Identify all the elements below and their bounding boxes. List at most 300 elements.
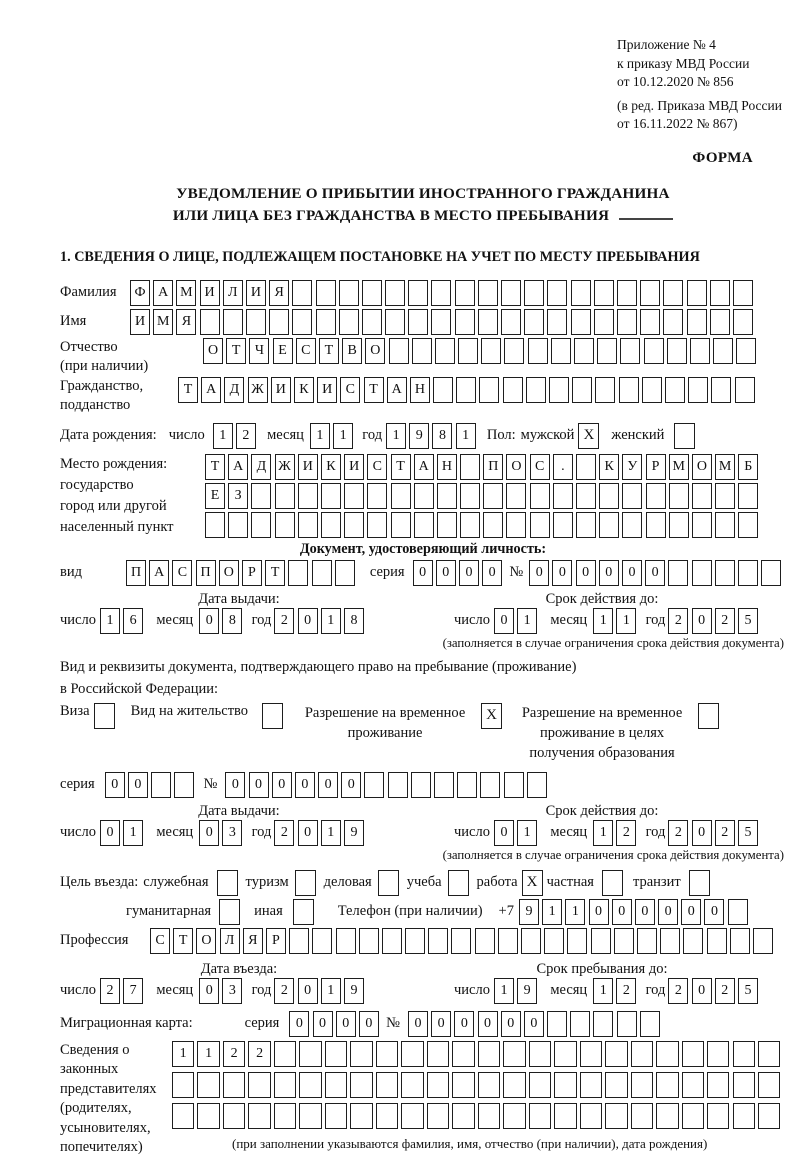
char-box[interactable] [683,928,703,954]
char-box[interactable] [733,1041,755,1067]
char-box[interactable]: Б [738,454,758,480]
char-box[interactable]: 2 [274,608,294,634]
char-box[interactable]: О [203,338,223,364]
patronymic-input[interactable] [203,338,760,364]
char-box[interactable]: 0 [599,560,619,586]
char-box[interactable] [637,928,657,954]
char-box[interactable] [376,1072,398,1098]
char-box[interactable]: Е [205,483,225,509]
char-box[interactable] [452,1103,474,1129]
char-box[interactable]: 0 [295,772,315,798]
char-box[interactable] [554,1103,576,1129]
char-box[interactable] [414,512,434,538]
char-box[interactable] [620,338,640,364]
char-box[interactable] [529,1103,551,1129]
char-box[interactable] [715,483,735,509]
char-box[interactable]: 2 [274,978,294,1004]
char-box[interactable] [298,512,318,538]
citizenship-input[interactable] [178,377,758,403]
char-box[interactable]: Р [646,454,666,480]
char-box[interactable] [401,1072,423,1098]
purpose-commercial-checkbox[interactable] [378,870,399,896]
purpose-transit-checkbox[interactable] [689,870,710,896]
char-box[interactable]: 1 [593,608,613,634]
char-box[interactable] [527,772,547,798]
char-box[interactable] [452,1041,474,1067]
char-box[interactable] [197,1103,219,1129]
char-box[interactable]: 8 [222,608,242,634]
char-box[interactable]: 0 [128,772,148,798]
char-box[interactable]: 2 [715,978,735,1004]
char-box[interactable]: 5 [738,608,758,634]
char-box[interactable]: О [365,338,385,364]
char-box[interactable] [452,1072,474,1098]
purpose-tourism-checkbox[interactable] [295,870,316,896]
char-box[interactable] [391,512,411,538]
char-box[interactable] [667,338,687,364]
char-box[interactable] [668,560,688,586]
char-box[interactable] [367,483,387,509]
char-box[interactable]: 0 [494,608,514,634]
char-box[interactable]: 0 [199,978,219,1004]
char-box[interactable]: 0 [692,978,712,1004]
char-box[interactable] [605,1103,627,1129]
char-box[interactable] [339,309,359,335]
char-box[interactable] [478,1072,500,1098]
char-box[interactable] [640,280,660,306]
char-box[interactable] [385,309,405,335]
char-box[interactable] [506,483,526,509]
char-box[interactable] [483,512,503,538]
char-box[interactable]: 5 [738,820,758,846]
char-box[interactable] [414,483,434,509]
char-box[interactable]: 0 [524,1011,544,1037]
char-box[interactable] [682,1072,704,1098]
char-box[interactable]: 0 [318,772,338,798]
char-box[interactable] [549,377,569,403]
char-box[interactable] [605,1041,627,1067]
char-box[interactable] [715,560,735,586]
char-box[interactable]: Я [176,309,196,335]
char-box[interactable]: 0 [225,772,245,798]
char-box[interactable] [408,280,428,306]
char-box[interactable]: 1 [321,978,341,1004]
profession-input[interactable] [150,928,776,954]
char-box[interactable]: Т [265,560,285,586]
char-box[interactable] [479,377,499,403]
birth-place-input-row1[interactable] [205,454,762,480]
char-box[interactable] [738,483,758,509]
char-box[interactable] [483,483,503,509]
phone-input[interactable] [519,899,751,925]
char-box[interactable]: Д [251,454,271,480]
char-box[interactable] [728,899,748,925]
char-box[interactable] [733,280,753,306]
char-box[interactable]: А [228,454,248,480]
char-box[interactable]: 1 [321,608,341,634]
char-box[interactable] [504,772,524,798]
char-box[interactable]: 1 [310,423,330,449]
char-box[interactable]: М [715,454,735,480]
char-box[interactable] [551,338,571,364]
char-box[interactable] [460,483,480,509]
char-box[interactable]: 0 [199,820,219,846]
char-box[interactable] [646,483,666,509]
char-box[interactable] [503,1103,525,1129]
char-box[interactable] [631,1041,653,1067]
char-box[interactable] [388,772,408,798]
char-box[interactable] [735,377,755,403]
char-box[interactable] [707,1103,729,1129]
char-box[interactable] [405,928,425,954]
birth-day-input[interactable] [213,423,259,449]
residence-permit-checkbox[interactable] [262,703,283,729]
char-box[interactable]: 0 [692,608,712,634]
char-box[interactable] [412,338,432,364]
char-box[interactable] [594,309,614,335]
char-box[interactable] [321,512,341,538]
char-box[interactable] [688,377,708,403]
char-box[interactable]: 0 [289,1011,309,1037]
char-box[interactable] [554,1072,576,1098]
char-box[interactable] [617,309,637,335]
char-box[interactable] [571,309,591,335]
char-box[interactable] [174,772,194,798]
purpose-work-checkbox[interactable]: X [522,870,543,896]
char-box[interactable] [350,1072,372,1098]
char-box[interactable]: Л [223,280,243,306]
char-box[interactable]: А [414,454,434,480]
char-box[interactable] [228,512,248,538]
char-box[interactable]: Ч [249,338,269,364]
char-box[interactable] [553,483,573,509]
char-box[interactable]: И [200,280,220,306]
char-box[interactable] [591,928,611,954]
char-box[interactable] [457,772,477,798]
char-box[interactable] [151,772,171,798]
char-box[interactable] [660,928,680,954]
char-box[interactable] [738,512,758,538]
char-box[interactable]: 2 [236,423,256,449]
char-box[interactable]: 0 [494,820,514,846]
representatives-input-row2[interactable] [172,1072,784,1098]
char-box[interactable] [289,928,309,954]
char-box[interactable] [339,280,359,306]
char-box[interactable] [475,928,495,954]
char-box[interactable]: Т [178,377,198,403]
char-box[interactable]: О [219,560,239,586]
birth-place-input-row2[interactable] [205,483,762,509]
char-box[interactable]: С [367,454,387,480]
char-box[interactable]: И [246,280,266,306]
char-box[interactable] [275,512,295,538]
char-box[interactable] [687,280,707,306]
char-box[interactable] [385,280,405,306]
char-box[interactable] [336,928,356,954]
char-box[interactable]: 0 [692,820,712,846]
purpose-business-checkbox[interactable] [217,870,238,896]
char-box[interactable]: 0 [105,772,125,798]
char-box[interactable] [455,309,475,335]
char-box[interactable]: 1 [197,1041,219,1067]
doc-kind-input[interactable] [126,560,358,586]
char-box[interactable]: 0 [431,1011,451,1037]
char-box[interactable]: 0 [249,772,269,798]
char-box[interactable]: З [228,483,248,509]
char-box[interactable] [433,377,453,403]
char-box[interactable] [223,1072,245,1098]
char-box[interactable] [251,512,271,538]
char-box[interactable]: 1 [616,608,636,634]
char-box[interactable] [640,1011,660,1037]
char-box[interactable] [427,1103,449,1129]
char-box[interactable]: О [196,928,216,954]
char-box[interactable] [316,280,336,306]
stay-month-input[interactable] [593,978,639,1004]
residence-number-input[interactable] [225,772,550,798]
char-box[interactable]: 9 [517,978,537,1004]
char-box[interactable] [172,1103,194,1129]
char-box[interactable]: 2 [100,978,120,1004]
char-box[interactable]: 0 [436,560,456,586]
char-box[interactable] [401,1103,423,1129]
char-box[interactable] [460,512,480,538]
char-box[interactable] [427,1041,449,1067]
char-box[interactable] [325,1041,347,1067]
char-box[interactable] [344,512,364,538]
char-box[interactable]: 0 [298,978,318,1004]
char-box[interactable] [350,1103,372,1129]
char-box[interactable]: И [130,309,150,335]
char-box[interactable] [656,1103,678,1129]
char-box[interactable]: 0 [100,820,120,846]
char-box[interactable] [524,280,544,306]
char-box[interactable]: 2 [668,820,688,846]
char-box[interactable]: 2 [668,978,688,1004]
char-box[interactable] [299,1103,321,1129]
char-box[interactable] [554,1041,576,1067]
char-box[interactable] [758,1072,780,1098]
char-box[interactable] [312,560,332,586]
char-box[interactable]: Н [437,454,457,480]
char-box[interactable]: 1 [542,899,562,925]
char-box[interactable]: К [294,377,314,403]
char-box[interactable]: А [153,280,173,306]
char-box[interactable] [223,309,243,335]
char-box[interactable]: Д [224,377,244,403]
char-box[interactable] [576,512,596,538]
char-box[interactable]: 0 [576,560,596,586]
char-box[interactable] [687,309,707,335]
char-box[interactable] [690,338,710,364]
char-box[interactable]: 2 [223,1041,245,1067]
char-box[interactable]: 0 [529,560,549,586]
char-box[interactable] [761,560,781,586]
char-box[interactable]: 0 [589,899,609,925]
char-box[interactable] [529,1072,551,1098]
char-box[interactable]: Н [410,377,430,403]
char-box[interactable] [572,377,592,403]
char-box[interactable]: 1 [123,820,143,846]
char-box[interactable] [619,377,639,403]
char-box[interactable]: 1 [593,978,613,1004]
char-box[interactable] [707,1041,729,1067]
char-box[interactable]: 2 [274,820,294,846]
char-box[interactable] [710,309,730,335]
char-box[interactable] [567,928,587,954]
char-box[interactable] [547,1011,567,1037]
issue-day-input[interactable] [100,608,146,634]
purpose-other-checkbox[interactable] [293,899,314,925]
char-box[interactable] [570,1011,590,1037]
entry-day-input[interactable] [100,978,146,1004]
char-box[interactable]: 0 [313,1011,333,1037]
char-box[interactable]: С [530,454,550,480]
char-box[interactable] [580,1072,602,1098]
char-box[interactable] [656,1041,678,1067]
representatives-input-row1[interactable] [172,1041,784,1067]
char-box[interactable]: 8 [344,608,364,634]
char-box[interactable]: С [340,377,360,403]
char-box[interactable] [521,928,541,954]
char-box[interactable] [197,1072,219,1098]
char-box[interactable]: С [150,928,170,954]
char-box[interactable] [617,280,637,306]
char-box[interactable] [274,1072,296,1098]
char-box[interactable] [736,338,756,364]
char-box[interactable]: 0 [552,560,572,586]
char-box[interactable] [622,483,642,509]
char-box[interactable] [456,377,476,403]
char-box[interactable] [200,309,220,335]
char-box[interactable] [733,1072,755,1098]
char-box[interactable] [428,928,448,954]
char-box[interactable]: 2 [616,978,636,1004]
char-box[interactable] [223,1103,245,1129]
char-box[interactable] [631,1072,653,1098]
given-name-input[interactable] [130,309,756,335]
char-box[interactable]: 0 [341,772,361,798]
char-box[interactable] [478,309,498,335]
char-box[interactable] [692,560,712,586]
char-box[interactable]: 1 [517,820,537,846]
char-box[interactable] [478,1103,500,1129]
char-box[interactable]: М [176,280,196,306]
char-box[interactable] [663,280,683,306]
char-box[interactable] [335,560,355,586]
char-box[interactable]: П [196,560,216,586]
residence-issue-day-input[interactable] [100,820,146,846]
residence-expiry-year-input[interactable] [668,820,761,846]
char-box[interactable] [733,309,753,335]
char-box[interactable]: 0 [501,1011,521,1037]
char-box[interactable] [437,512,457,538]
char-box[interactable] [382,928,402,954]
char-box[interactable] [460,454,480,480]
char-box[interactable] [458,338,478,364]
char-box[interactable]: 2 [248,1041,270,1067]
char-box[interactable] [299,1072,321,1098]
char-box[interactable] [498,928,518,954]
char-box[interactable] [646,512,666,538]
char-box[interactable] [730,928,750,954]
char-box[interactable] [710,280,730,306]
char-box[interactable]: М [669,454,689,480]
char-box[interactable] [530,512,550,538]
char-box[interactable]: 1 [386,423,406,449]
char-box[interactable]: 0 [336,1011,356,1037]
char-box[interactable]: 9 [344,820,364,846]
char-box[interactable] [478,280,498,306]
char-box[interactable] [544,928,564,954]
char-box[interactable] [503,377,523,403]
char-box[interactable]: А [149,560,169,586]
char-box[interactable]: 0 [413,560,433,586]
entry-month-input[interactable] [199,978,245,1004]
char-box[interactable] [321,483,341,509]
char-box[interactable] [669,512,689,538]
char-box[interactable] [391,483,411,509]
char-box[interactable]: Т [319,338,339,364]
char-box[interactable]: 2 [668,608,688,634]
char-box[interactable] [547,280,567,306]
char-box[interactable] [738,560,758,586]
char-box[interactable] [288,560,308,586]
char-box[interactable] [376,1103,398,1129]
char-box[interactable]: В [342,338,362,364]
char-box[interactable] [434,772,454,798]
birth-year-input[interactable] [386,423,479,449]
purpose-study-checkbox[interactable] [448,870,469,896]
char-box[interactable] [451,928,471,954]
char-box[interactable] [205,512,225,538]
char-box[interactable] [605,1072,627,1098]
char-box[interactable]: 0 [681,899,701,925]
char-box[interactable] [733,1103,755,1129]
doc-series-input[interactable] [413,560,506,586]
char-box[interactable]: А [201,377,221,403]
char-box[interactable]: 1 [517,608,537,634]
char-box[interactable] [644,338,664,364]
char-box[interactable] [669,483,689,509]
char-box[interactable] [481,338,501,364]
char-box[interactable] [576,454,596,480]
char-box[interactable]: 0 [359,1011,379,1037]
char-box[interactable] [656,1072,678,1098]
char-box[interactable] [344,483,364,509]
char-box[interactable] [758,1103,780,1129]
stay-year-input[interactable] [668,978,761,1004]
char-box[interactable]: . [553,454,573,480]
birth-month-input[interactable] [310,423,356,449]
char-box[interactable] [389,338,409,364]
char-box[interactable] [172,1072,194,1098]
char-box[interactable]: О [506,454,526,480]
char-box[interactable] [503,1041,525,1067]
surname-input[interactable] [130,280,756,306]
char-box[interactable]: Я [269,280,289,306]
char-box[interactable]: 0 [612,899,632,925]
char-box[interactable] [574,338,594,364]
residence-expiry-day-input[interactable] [494,820,540,846]
char-box[interactable] [411,772,431,798]
char-box[interactable]: 3 [222,978,242,1004]
char-box[interactable] [364,772,384,798]
char-box[interactable] [312,928,332,954]
char-box[interactable] [427,1072,449,1098]
char-box[interactable]: 0 [454,1011,474,1037]
char-box[interactable] [593,1011,613,1037]
